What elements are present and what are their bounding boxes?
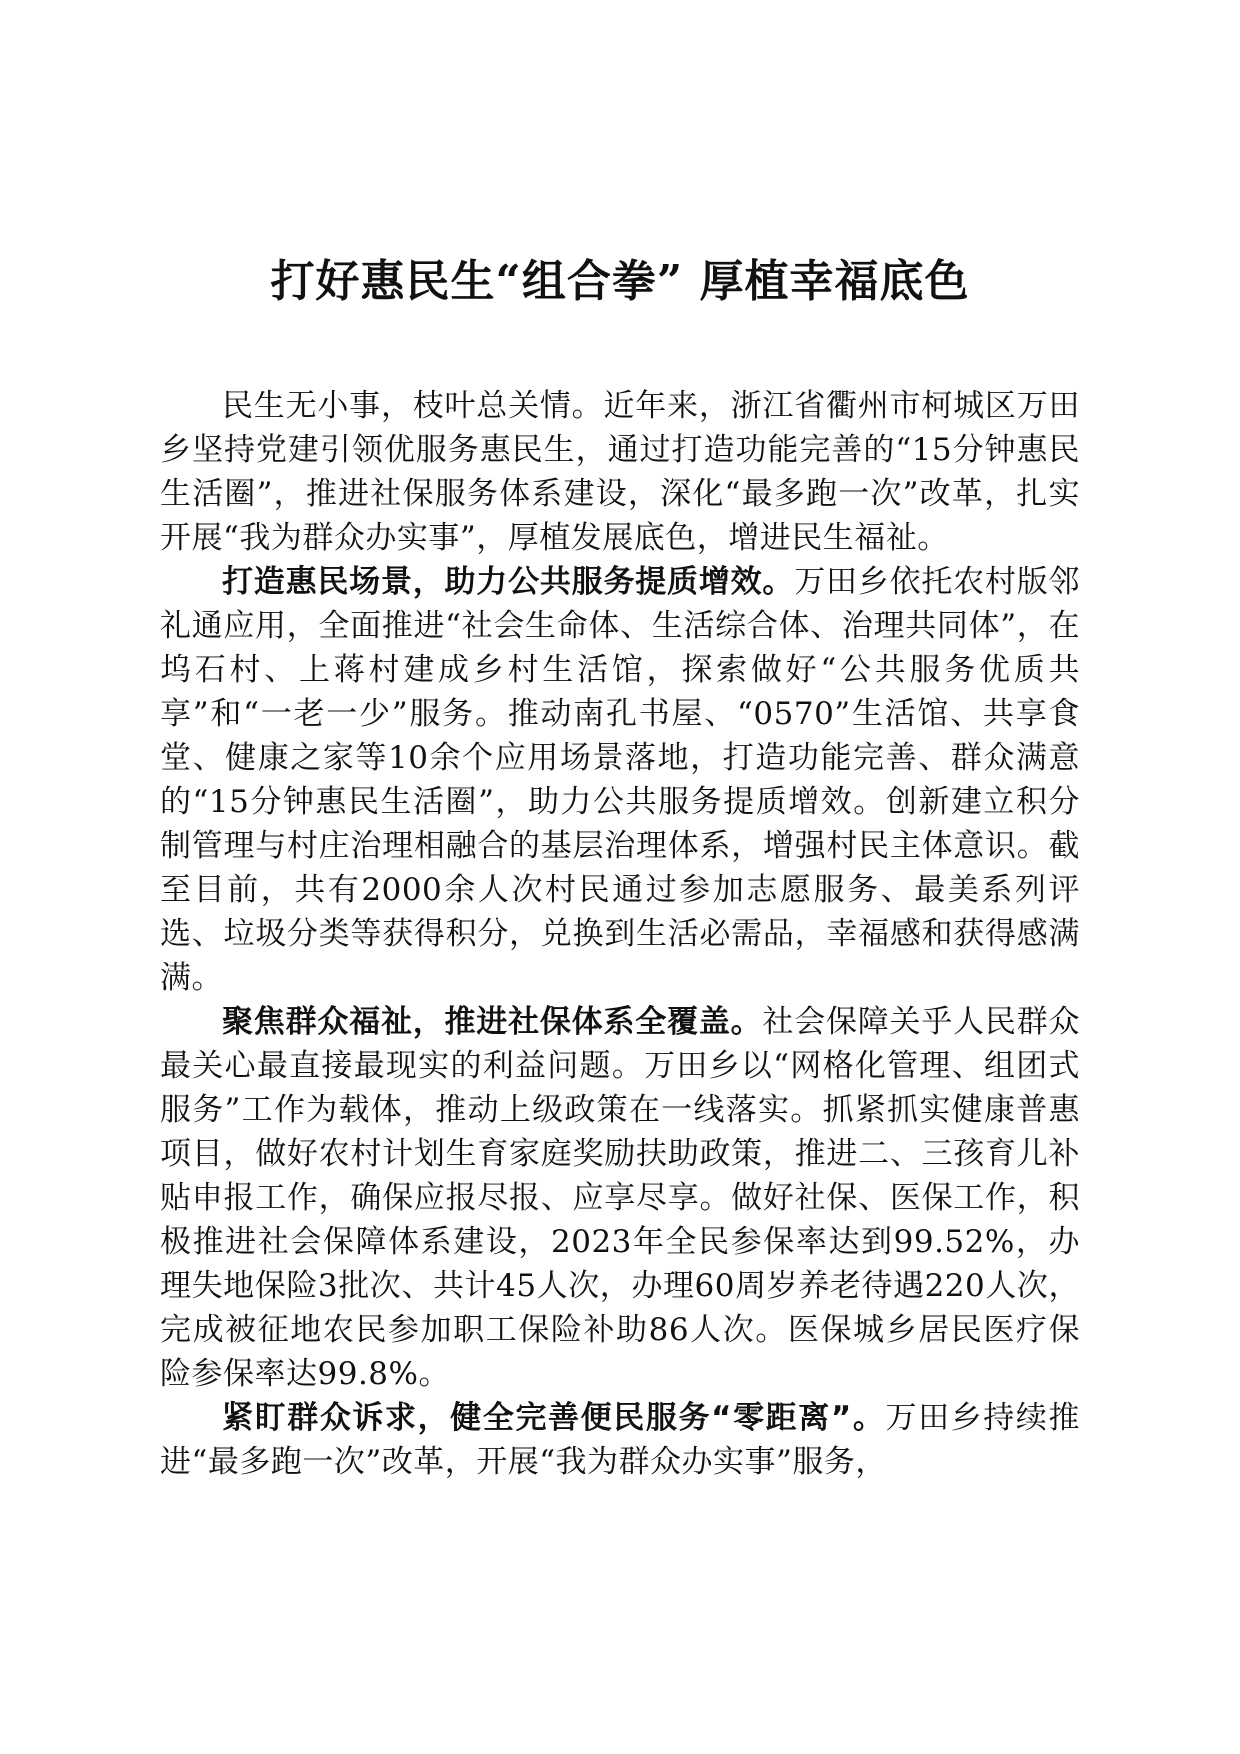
paragraph-public-services — [160, 560, 1080, 1000]
paragraph-text: 万田乡持续推进“最多跑一次”改革，开展“我为群众办实事”服务， — [160, 1400, 1080, 1480]
paragraph-convenience-services — [160, 1396, 1080, 1484]
paragraph-social-security — [160, 1000, 1080, 1396]
paragraph-lead: 聚焦群众福祉，推进社保体系全覆盖。 — [222, 1004, 763, 1040]
paragraph-text: 万田乡依托农村版邻礼通应用，全面推进“社会生命体、生活综合体、治理共同体”，在坞石村、上蒋村建成乡村生活馆，探索做好“公共服务优质共享”和“一老一少”服务。推动南孔书屋、“0570”生活馆、共享食堂、健康之家等10余个应用场景落地，打造功能完善、群众满意的“15分钟惠民生活圈”，助力公共服务提质增效。创新建立积分制管理与村庄治理相融合的基层治理体系，增强村民主体意识。截至目前，共有2000余人次村民通过参加志愿服务、最美系列评选、垃圾分类等获得积分，兑换到生活必需品，幸福感和获得感满满。 — [160, 564, 1081, 996]
paragraph-text: 民生无小事，枝叶总关情。近年来，浙江省衢州市柯城区万田乡坚持党建引领优服务惠民生，通过打造功能完善的“15分钟惠民生活圈”，推进社保服务体系建设，深化“最多跑一次”改革，扎实开展“我为群众办实事”，厚植发展底色，增进民生福祉。 — [160, 388, 1080, 556]
paragraph-intro — [160, 384, 1080, 560]
document-title: 打好惠民生“组合拳” 厚植幸福底色 — [270, 256, 970, 307]
paragraph-lead: 紧盯群众诉求，健全完善便民服务“零距离”。 — [222, 1400, 886, 1436]
paragraph-lead: 打造惠民场景，助力公共服务提质增效。 — [222, 564, 795, 600]
paragraph-text: 社会保障关乎人民群众最关心最直接最现实的利益问题。万田乡以“网格化管理、组团式服务”工作为载体，推动上级政策在一线落实。抓紧抓实健康普惠项目，做好农村计划生育家庭奖励扶助政策，推进二、三孩育儿补贴申报工作，确保应报尽报、应享尽享。做好社保、医保工作，积极推进社会保障体系建设，2023年全民参保率达到99.52%，办理失地保险3批次、共计45人次，办理60周岁养老待遇220人次，完成被征地农民参加职工保险补助86人次。医保城乡居民医疗保险参保率达99.8%。 — [160, 1004, 1081, 1392]
document-body — [160, 384, 1080, 1484]
